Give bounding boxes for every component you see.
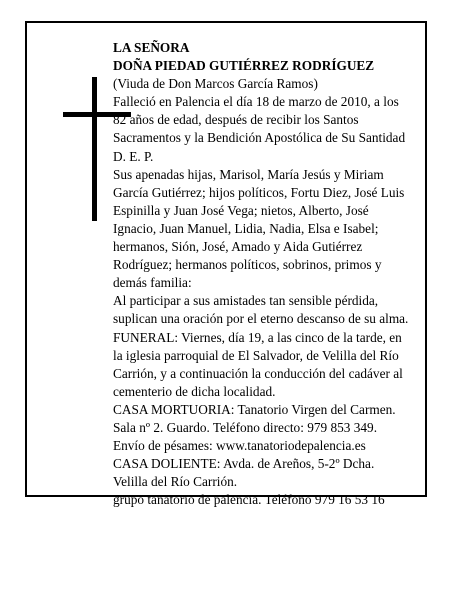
text-line: Ignacio, Juan Manuel, Lidia, Nadia, Elsa e Isabel;	[113, 220, 379, 236]
text-line: Envío de pésames: www.tanatoriodepalencia.es	[113, 438, 366, 454]
text-line: Falleció en Palencia el día 18 de marzo de 2010, a los	[113, 94, 399, 110]
text-line: D. E. P.	[113, 148, 154, 164]
text-line: Sacramentos y la Bendición Apostólica de Su Santidad	[113, 130, 406, 146]
text-line: Carrión, y a continuación la conducción del cadáver al	[113, 365, 403, 381]
text-line: Espinilla y Juan José Vega; nietos, Alberto, José	[113, 202, 369, 218]
text-line: 82 años de edad, después de recibir los Santos	[113, 112, 359, 128]
text-line: Sala nº 2. Guardo. Teléfono directo: 979 853 349.	[113, 419, 378, 435]
text-line: hermanos, Sión, José, Amado y Aida Gutiérrez	[113, 239, 363, 255]
text-line: suplican una oración por el eterno descanso de su alma.	[113, 311, 409, 327]
text-line: CASA DOLIENTE: Avda. de Areños, 5-2º Dcha.	[113, 456, 375, 472]
obituary-text	[113, 39, 423, 509]
text-line: García Gutiérrez; hijos políticos, Fortu Diez, José Luis	[113, 184, 405, 200]
text-line: Rodríguez; hermanos políticos, sobrinos, primos y	[113, 257, 382, 273]
deceased-name: DOÑA PIEDAD GUTIÉRREZ RODRÍGUEZ	[113, 58, 375, 74]
text-line: (Viuda de Don Marcos García Ramos)	[113, 76, 318, 92]
text-line: demás familia:	[113, 275, 192, 291]
text-line: Sus apenadas hijas, Marisol, María Jesús y Miriam	[113, 166, 384, 182]
notice-title: LA SEÑORA	[113, 40, 190, 55]
text-line: Al participar a sus amistades tan sensible pérdida,	[113, 293, 379, 309]
text-line: cementerio de dicha localidad.	[113, 383, 276, 399]
text-line: FUNERAL: Viernes, día 19, a las cinco de la tarde, en	[113, 329, 402, 345]
text-line: Velilla del Río Carrión.	[113, 474, 238, 490]
text-line: CASA MORTUORIA: Tanatorio Virgen del Carmen.	[113, 401, 396, 417]
cross-vertical-bar	[92, 77, 97, 221]
text-line: la iglesia parroquial de El Salvador, de Velilla del Río	[113, 347, 399, 363]
text-line: grupo tanatorio de palencia. Teléfono 979 16 53 16	[113, 492, 385, 508]
